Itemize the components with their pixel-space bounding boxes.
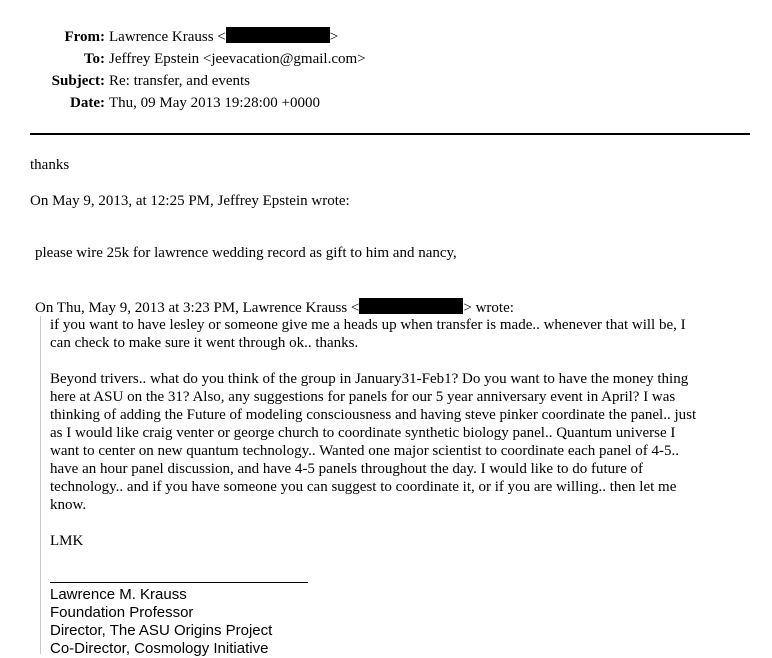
signature-role-1: Director, The ASU Origins Project: [50, 622, 273, 639]
email-header: [30, 26, 750, 114]
redaction-block: [359, 298, 463, 314]
header-divider: [30, 133, 750, 135]
signature-name: Lawrence M. Krauss: [50, 586, 187, 603]
signature: [50, 586, 272, 658]
subject-row: [30, 70, 750, 92]
signature-role-2: Co-Director, Cosmology Initiative: [50, 640, 269, 657]
quoted-paragraph-2: Beyond trivers.. what do you think of the group in January31-Feb1? Do you want to have the money thing here at ASU on the 31? Also, any suggestions for panels for our 5 year anniversary event in April? I was thinking of adding the Future of modeling consciousness and having steve pinker coordinate the panel.. just as I would like craig venter or george church to coordinate synthetic biology panel.. Quantum universe I want to center on new quantum technology.. Wanted one major scientist to coordinate each panel of 4-5.. have an hour panel discussion, and have 4-5 panels throughout the day. I would like to do future of technology.. and if you have someone you can suggest to coordinate it, or if you are willing.. then let me know.: [50, 371, 697, 513]
date-label: Date:: [70, 95, 105, 111]
from-value: [109, 26, 338, 48]
to-value: Jeffrey Epstein <jeevacation@gmail.com>: [109, 51, 366, 67]
redaction-block: [226, 27, 330, 43]
from-row: [30, 26, 750, 48]
attribution-epstein: On May 9, 2013, at 12:25 PM, Jeffrey Epstein wrote:: [30, 193, 350, 209]
reply-text: thanks: [30, 157, 70, 173]
date-row: [30, 92, 750, 114]
attribution-krauss: [35, 298, 755, 317]
subject-label: Subject:: [51, 73, 105, 89]
subject-value: Re: transfer, and events: [109, 73, 251, 89]
attribution-krauss-end: > wrote:: [463, 300, 514, 316]
from-name: Lawrence Krauss <: [109, 29, 226, 45]
epstein-message: please wire 25k for lawrence wedding record as gift to him and nancy,: [35, 245, 457, 261]
date-value: Thu, 09 May 2013 19:28:00 +0000: [109, 95, 320, 111]
signature-title: Foundation Professor: [50, 604, 194, 621]
quoted-paragraph-1: if you want to have lesley or someone give me a heads up when transfer is made.. whenever that will be, I can check to make sure it went through ok.. thanks.: [50, 317, 686, 351]
to-label: To:: [83, 51, 105, 67]
to-row: [30, 48, 750, 70]
signature-divider: [50, 582, 308, 583]
quoted-paragraph-3: LMK: [50, 533, 84, 549]
from-close: >: [329, 29, 339, 45]
attribution-krauss-start: On Thu, May 9, 2013 at 3:23 PM, Lawrence Krauss <: [35, 300, 360, 316]
quoted-message: [40, 316, 751, 657]
from-label: From:: [64, 29, 105, 45]
